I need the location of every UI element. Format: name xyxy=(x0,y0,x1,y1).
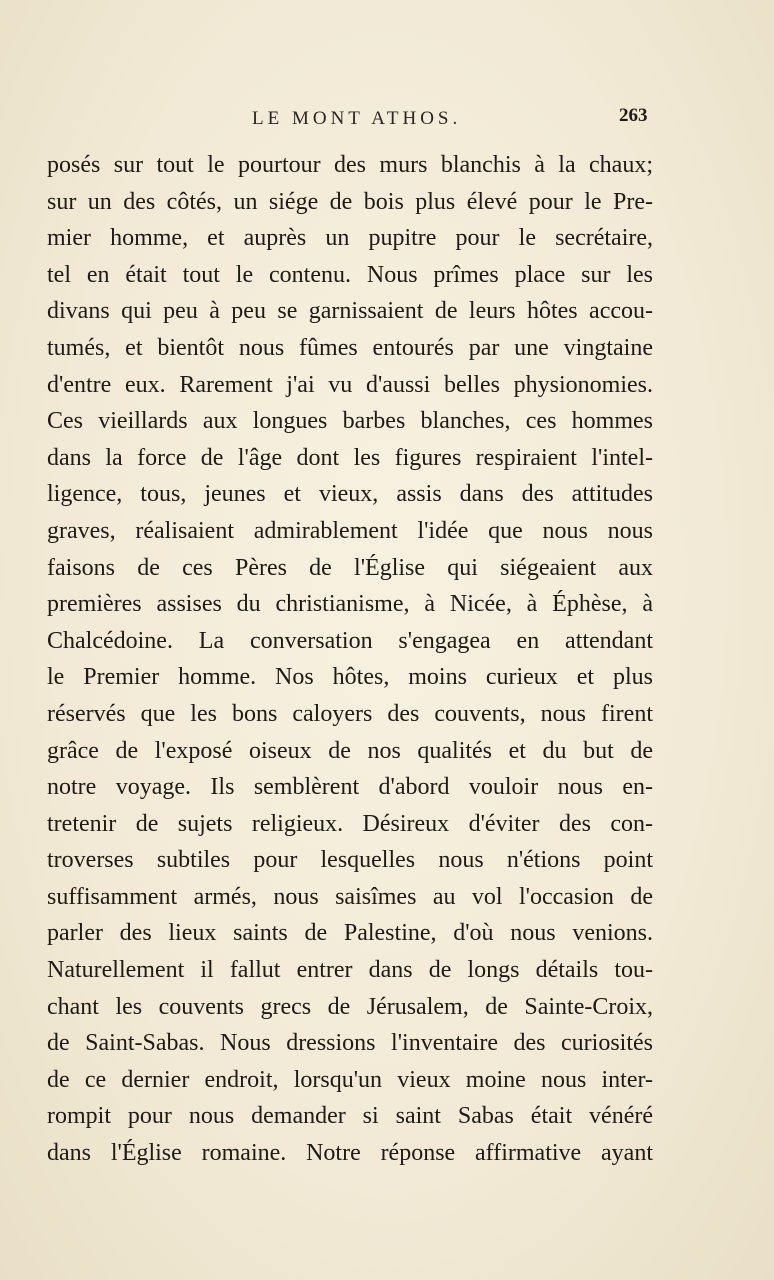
text-line: sur un des côtés, un siége de bois plus élevé pour le Pre- xyxy=(47,188,653,215)
text-line: réservés que les bons caloyers des couvents, nous firent xyxy=(47,700,653,727)
page-number: 263 xyxy=(619,105,648,126)
text-line: suffisamment armés, nous saisîmes au vol l'occasion de xyxy=(47,883,653,910)
text-line: grâce de l'exposé oiseux de nos qualités et du but de xyxy=(47,737,653,764)
text-line: d'entre eux. Rarement j'ai vu d'aussi belles physionomies. xyxy=(47,371,653,398)
text-line: tretenir de sujets religieux. Désireux d'éviter des con- xyxy=(47,810,653,837)
running-title: LE MONT ATHOS. xyxy=(252,108,462,129)
text-line: tumés, et bientôt nous fûmes entourés par une vingtaine xyxy=(47,334,653,361)
text-line: Ces vieillards aux longues barbes blanches, ces hommes xyxy=(47,408,653,435)
text-line: de ce dernier endroit, lorsqu'un vieux moine nous inter- xyxy=(47,1066,653,1093)
text-line: Naturellement il fallut entrer dans de longs détails tou- xyxy=(47,957,653,984)
text-line: tel en était tout le contenu. Nous prîmes place sur les xyxy=(47,261,653,288)
text-line: graves, réalisaient admirablement l'idée que nous nous xyxy=(47,517,653,544)
text-line: chant les couvents grecs de Jérusalem, de Sainte-Croix, xyxy=(47,993,653,1020)
text-line: premières assises du christianisme, à Nicée, à Éphèse, à xyxy=(47,591,653,618)
text-line: notre voyage. Ils semblèrent d'abord vouloir nous en- xyxy=(47,774,653,801)
text-line: troverses subtiles pour lesquelles nous n'étions point xyxy=(47,847,653,874)
text-line: de Saint-Sabas. Nous dressions l'inventaire des curiosités xyxy=(47,1030,653,1057)
text-line: divans qui peu à peu se garnissaient de leurs hôtes accou- xyxy=(47,298,653,325)
text-line: parler des lieux saints de Palestine, d'où nous venions. xyxy=(47,920,653,947)
text-line: rompit pour nous demander si saint Sabas était vénéré xyxy=(47,1103,653,1130)
text-line: posés sur tout le pourtour des murs blanchis à la chaux; xyxy=(47,152,653,178)
text-line: faisons de ces Pères de l'Église qui siégeaient aux xyxy=(47,554,653,581)
text-line: le Premier homme. Nos hôtes, moins curieux et plus xyxy=(47,664,653,691)
running-head xyxy=(0,105,774,134)
text-line: dans la force de l'âge dont les figures respiraient l'intel- xyxy=(47,444,653,471)
text-line: mier homme, et auprès un pupitre pour le secrétaire, xyxy=(47,225,653,252)
text-line: dans l'Église romaine. Notre réponse affirmative ayant xyxy=(47,1140,653,1167)
text-line: Chalcédoine. La conversation s'engagea en attendant xyxy=(47,627,653,654)
body-text xyxy=(47,147,653,1172)
text-line: ligence, tous, jeunes et vieux, assis dans des attitudes xyxy=(47,481,653,508)
